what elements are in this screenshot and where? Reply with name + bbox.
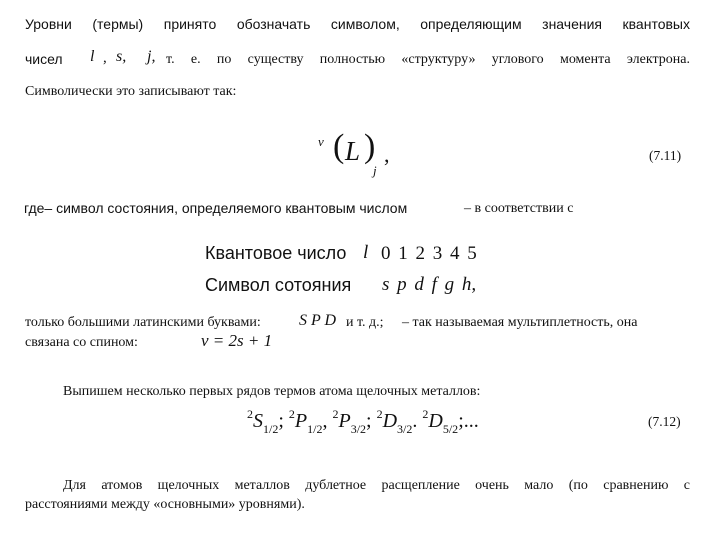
spin-formula: ν = 2s + 1 (201, 331, 273, 350)
table-row-2-label: Символ сотояния (205, 275, 352, 295)
table-row-1-values: 0 1 2 3 4 5 (381, 243, 477, 264)
term-4-sup: 2 (376, 407, 383, 421)
paragraph-2-line-1-b: и т. д.; (346, 315, 384, 330)
paragraph-1-line-2-end: т. е. по существу полностью «структуру» углового момента электрона. (166, 52, 690, 67)
variable-j: j, (147, 48, 156, 65)
term-3-sub: 3/2 (350, 422, 367, 436)
paragraph-1-line-1: Уровни (термы) принято обозначать символом, определяющим значения квантовых (25, 16, 690, 32)
term-2-sep: , (322, 410, 328, 432)
term-2-sup: 2 (288, 407, 295, 421)
formula-2 (247, 407, 479, 436)
term-3 (332, 407, 372, 436)
paragraph-1-line-3: Символически это записывают так: (25, 84, 237, 99)
where-line-text: где– символ состояния, определяемого квантовым числом (24, 200, 408, 216)
term-2 (288, 407, 328, 436)
term-4-sub: 3/2 (397, 422, 413, 436)
paragraph-2-line-1-a: только большими латинскими буквами: (25, 315, 261, 330)
term-1-sep: ; (278, 410, 284, 432)
term-3-sep: ; (366, 410, 372, 432)
formula-1-L: L (345, 136, 361, 166)
formula-1-comma: , (384, 142, 390, 167)
table-row-1-var-l: l (363, 242, 369, 263)
term-1-letter: S (253, 410, 263, 432)
formula-1-sup-nu: ν (318, 134, 324, 149)
term-2-letter: P (294, 410, 308, 432)
formula-1-open-paren: ( (333, 128, 345, 165)
equation-number-7-12: (7.12) (648, 414, 681, 429)
table-row-1-label: Квантовое число (205, 243, 347, 263)
paragraph-4-line-2: расстояниями между «основными» уровнями). (25, 497, 305, 512)
term-1 (247, 407, 284, 436)
formula-1-close-paren: ) (364, 128, 376, 165)
term-1-sub: 1/2 (263, 422, 279, 436)
term-2-sub: 1/2 (307, 422, 323, 436)
term-5-sup: 2 (422, 407, 429, 421)
equation-number-7-11: (7.11) (649, 148, 682, 163)
term-4-letter: D (382, 410, 398, 432)
where-line-tail: – в соответствии с (464, 201, 574, 216)
term-1-sup: 2 (247, 407, 253, 421)
comma-1: , (103, 50, 107, 66)
term-3-sup: 2 (332, 407, 339, 421)
term-3-letter: P (338, 410, 351, 432)
term-4 (376, 407, 418, 436)
variable-l: l (90, 48, 95, 65)
paragraph-2-line-2: связана со спином: (25, 335, 138, 350)
term-5-sub: 5/2 (442, 422, 459, 436)
paragraph-2-letters: S P D (299, 312, 337, 329)
paragraph-4-line-1: Для атомов щелочных металлов дублетное расщепление очень мало (по сравнению с (63, 478, 690, 493)
paragraph-3-line: Выпишем несколько первых рядов термов атома щелочных металлов: (63, 384, 481, 399)
term-5-letter: D (428, 410, 443, 432)
paragraph-2-line-1-c: – так называемая мультиплетность, она (402, 315, 638, 330)
paragraph-1-chisel: чисел (25, 51, 63, 67)
formula-1-sub-j: j (373, 163, 377, 178)
variable-s: s, (116, 48, 127, 65)
term-5 (422, 407, 479, 436)
term-4-sep: . (412, 410, 418, 432)
table-row-2-values: s p d f g h, (382, 274, 477, 295)
term-5-sep: ;... (458, 410, 479, 432)
